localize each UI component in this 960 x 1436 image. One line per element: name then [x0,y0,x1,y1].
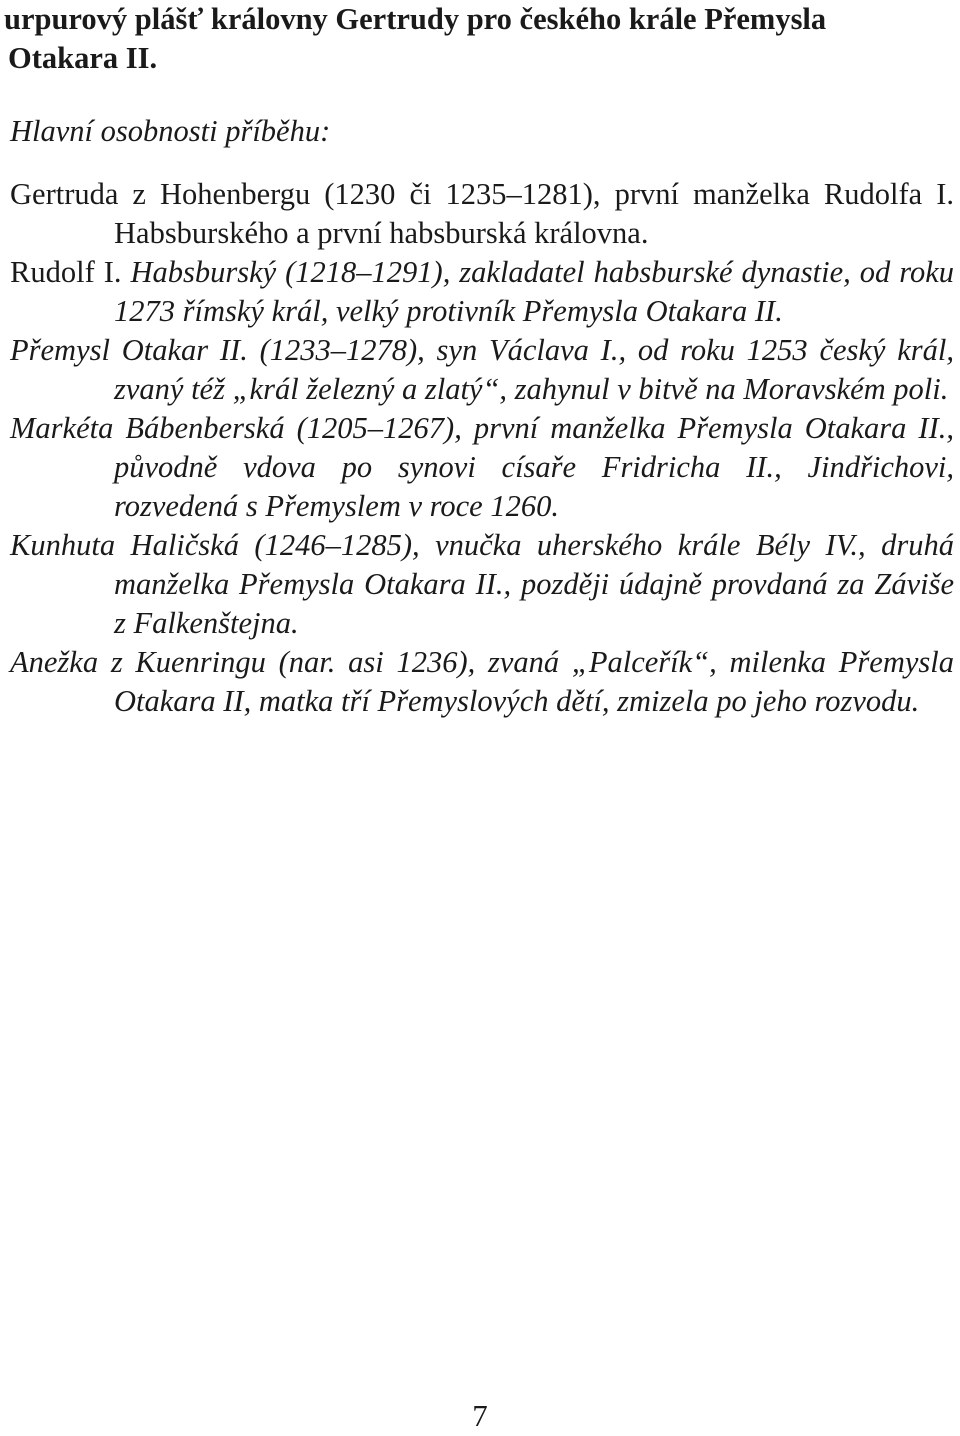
entry-text-part-b: , od roku 1253 český král, zvaný též „král železný a zlatý“, zahynul v bitvě na Moravském poli. [114,333,954,406]
character-entry-marketa [10,409,954,526]
entry-text-part-a: Rudolf I. [10,255,122,289]
character-entry-kunhuta [10,526,954,643]
page-number: 7 [472,1398,488,1433]
entry-text: Gertruda z Hohenbergu (1230 či 1235–1281), první manželka Rudolfa I. Habsburského a první habsburská královna. [10,177,954,250]
entry-text-part-c: , později údajně provdaná za Záviše z Falkenštejna. [114,567,954,640]
document-title [4,0,944,78]
character-entry-anezka [10,643,954,721]
title-line-1: urpurový plášť královny Gertrudy pro českého krále Přemysla [4,2,827,36]
character-entry-premysl [10,331,954,409]
entry-text: Anežka z Kuenringu (nar. asi 1236), zvaná „Palceřík“, milenka Přemysla Otakara II, matka tří Přemyslových dětí, zmizela po jeho rozvodu. [10,645,954,718]
entry-text-part-c: , Jindřichovi, rozvedená s Přemyslem v roce 1260. [114,450,955,523]
character-list [10,175,954,721]
character-entry-gertruda [10,175,954,253]
entry-text-part-b: Habsburský (1218–1291), zakladatel habsburské dynastie, od roku 1273 římský král, velký protivník Přemysla Otakara II. [114,255,954,328]
character-entry-rudolf [10,253,954,331]
entry-text-part-a: Kunhuta Haličská (1246–1285), vnučka uherského krále Bély IV. [10,528,859,562]
title-line-2: Otakara II. [8,41,158,75]
section-heading: Hlavní osobnosti příběhu: [10,114,331,148]
entry-text-part-a: Přemysl Otakar II. (1233–1278), syn Václava I. [10,333,619,367]
entry-text-part-b: , druhá manželka Přemysla Otakara II. [114,528,954,601]
entry-text-part-b: , původně vdova po synovi císaře Fridricha II. [114,411,954,484]
entry-text-part-a: Markéta Bábenberská (1205–1267), první manželka Přemysla Otakara II. [10,411,947,445]
